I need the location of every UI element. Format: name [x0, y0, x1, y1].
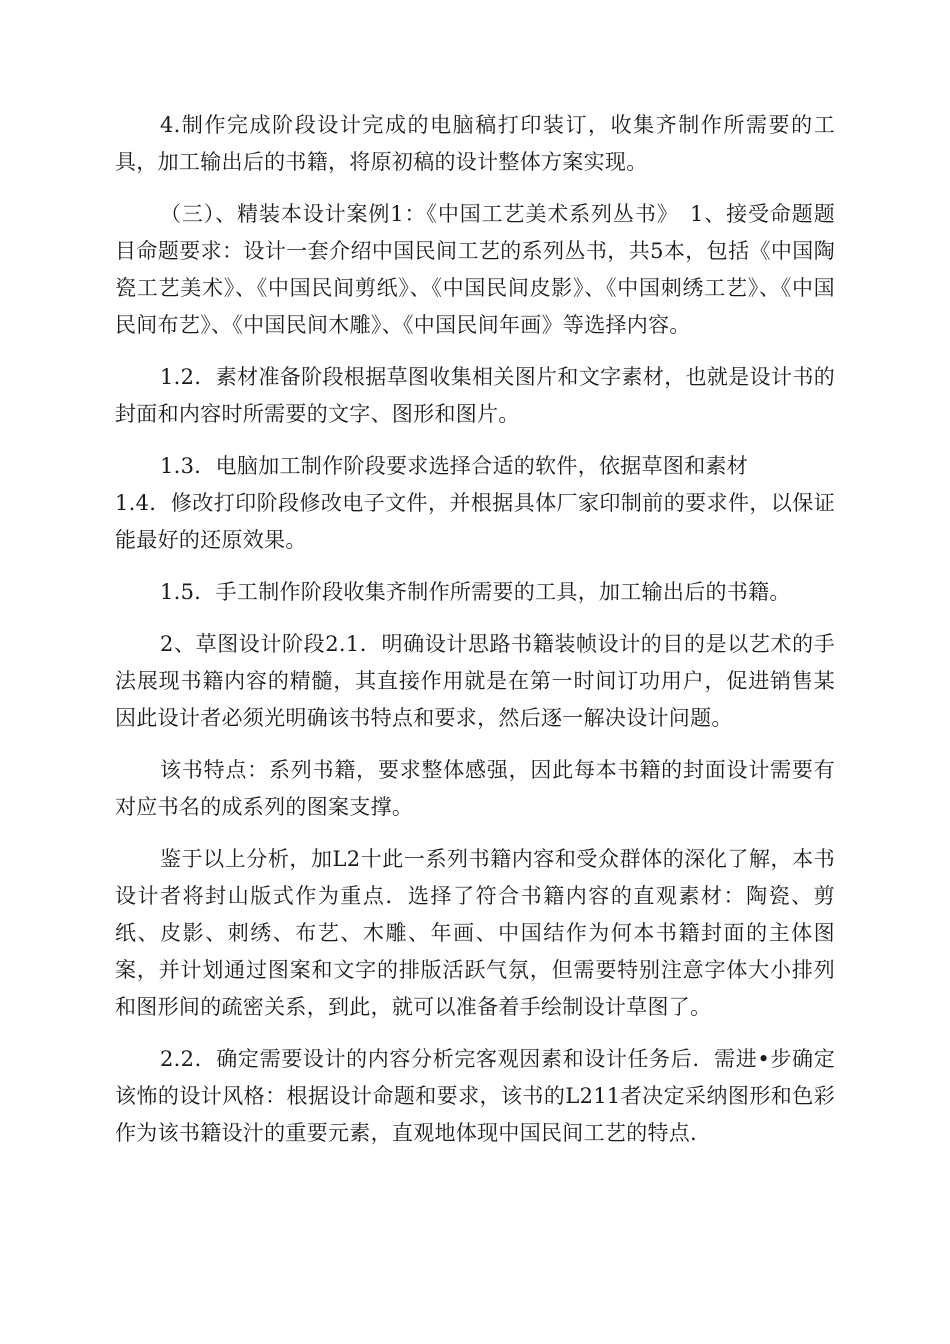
paragraph-case-study-intro: （三）、精装本设计案例1：《中国工艺美术系列丛书》 1、接受命题题目命题要求：设计一套介绍中国民间工艺的系列丛书，共5本，包括《中国陶瓷工艺美术》、《中国民间剪纸》、《中国民间皮影》、《中国刺绣工艺》、《中国民间布艺》、《中国民间木雕》、《中国民间年画》等选择内容。 [115, 202, 835, 337]
paragraph-material-prep: 1.2．素材准备阶段根据草图收集相关图片和文字素材，也就是设计书的封面和内容时所需要的文字、图形和图片。 [115, 365, 835, 426]
paragraph-handcraft-stage: 1.5．手工制作阶段收集齐制作所需要的工具，加工输出后的书籍。 [160, 580, 791, 604]
paragraph-sketch-design: 2、草图设计阶段2.1．明确设计思路书籍装帧设计的目的是以艺术的手法展现书籍内容的精髓，其直接作用就是在第一时间订功用户，促进销售某因此设计者必须光明确该书特点和要求，然后逐一解决设计问题。 [115, 632, 835, 730]
paragraph-computer-production: 1.3．电脑加工制作阶段要求选择合适的软件，依据草图和素材 [160, 454, 749, 478]
paragraph-book-features: 该书特点：系列书籍，要求整体感强，因此每本书籍的封面设计需要有对应书名的成系列的图案支撑。 [115, 758, 835, 819]
document-body [115, 107, 835, 1167]
paragraph-analysis: 鉴于以上分析，加L2十此一系列书籍内容和受众群体的深化了解，本书设计者将封山版式作为重点．选择了符合书籍内容的直观素材：陶瓷、剪纸、皮影、刺绣、布艺、木雕、年画、中国结作为何本书籍封面的主体图案，并计划通过图案和文字的排版活跃气氛，但需要特别注意字体大小排列和图形间的疏密关系，到此，就可以准备着手绘制设计草图了。 [115, 847, 835, 1019]
paragraph-design-content: 2.2．确定需要设计的内容分析完客观因素和设计任务后．需进•步确定该怖的设计风格：根据设计命题和要求，该书的L211者决定采纳图形和色彩作为该书籍设汁的重要元素，直观地体现中国民间工艺的特点． [115, 1047, 835, 1145]
paragraph-completion-stage: 4.制作完成阶段设计完成的电脑稿打印装订，收集齐制作所需要的工具，加工输出后的书籍，将原初稿的设计整体方案实现。 [115, 113, 835, 174]
paragraph-revise-print: 1.4．修改打印阶段修改电子文件，并根据具体厂家印制前的要求件，以保证能最好的还原效果。 [115, 491, 835, 552]
